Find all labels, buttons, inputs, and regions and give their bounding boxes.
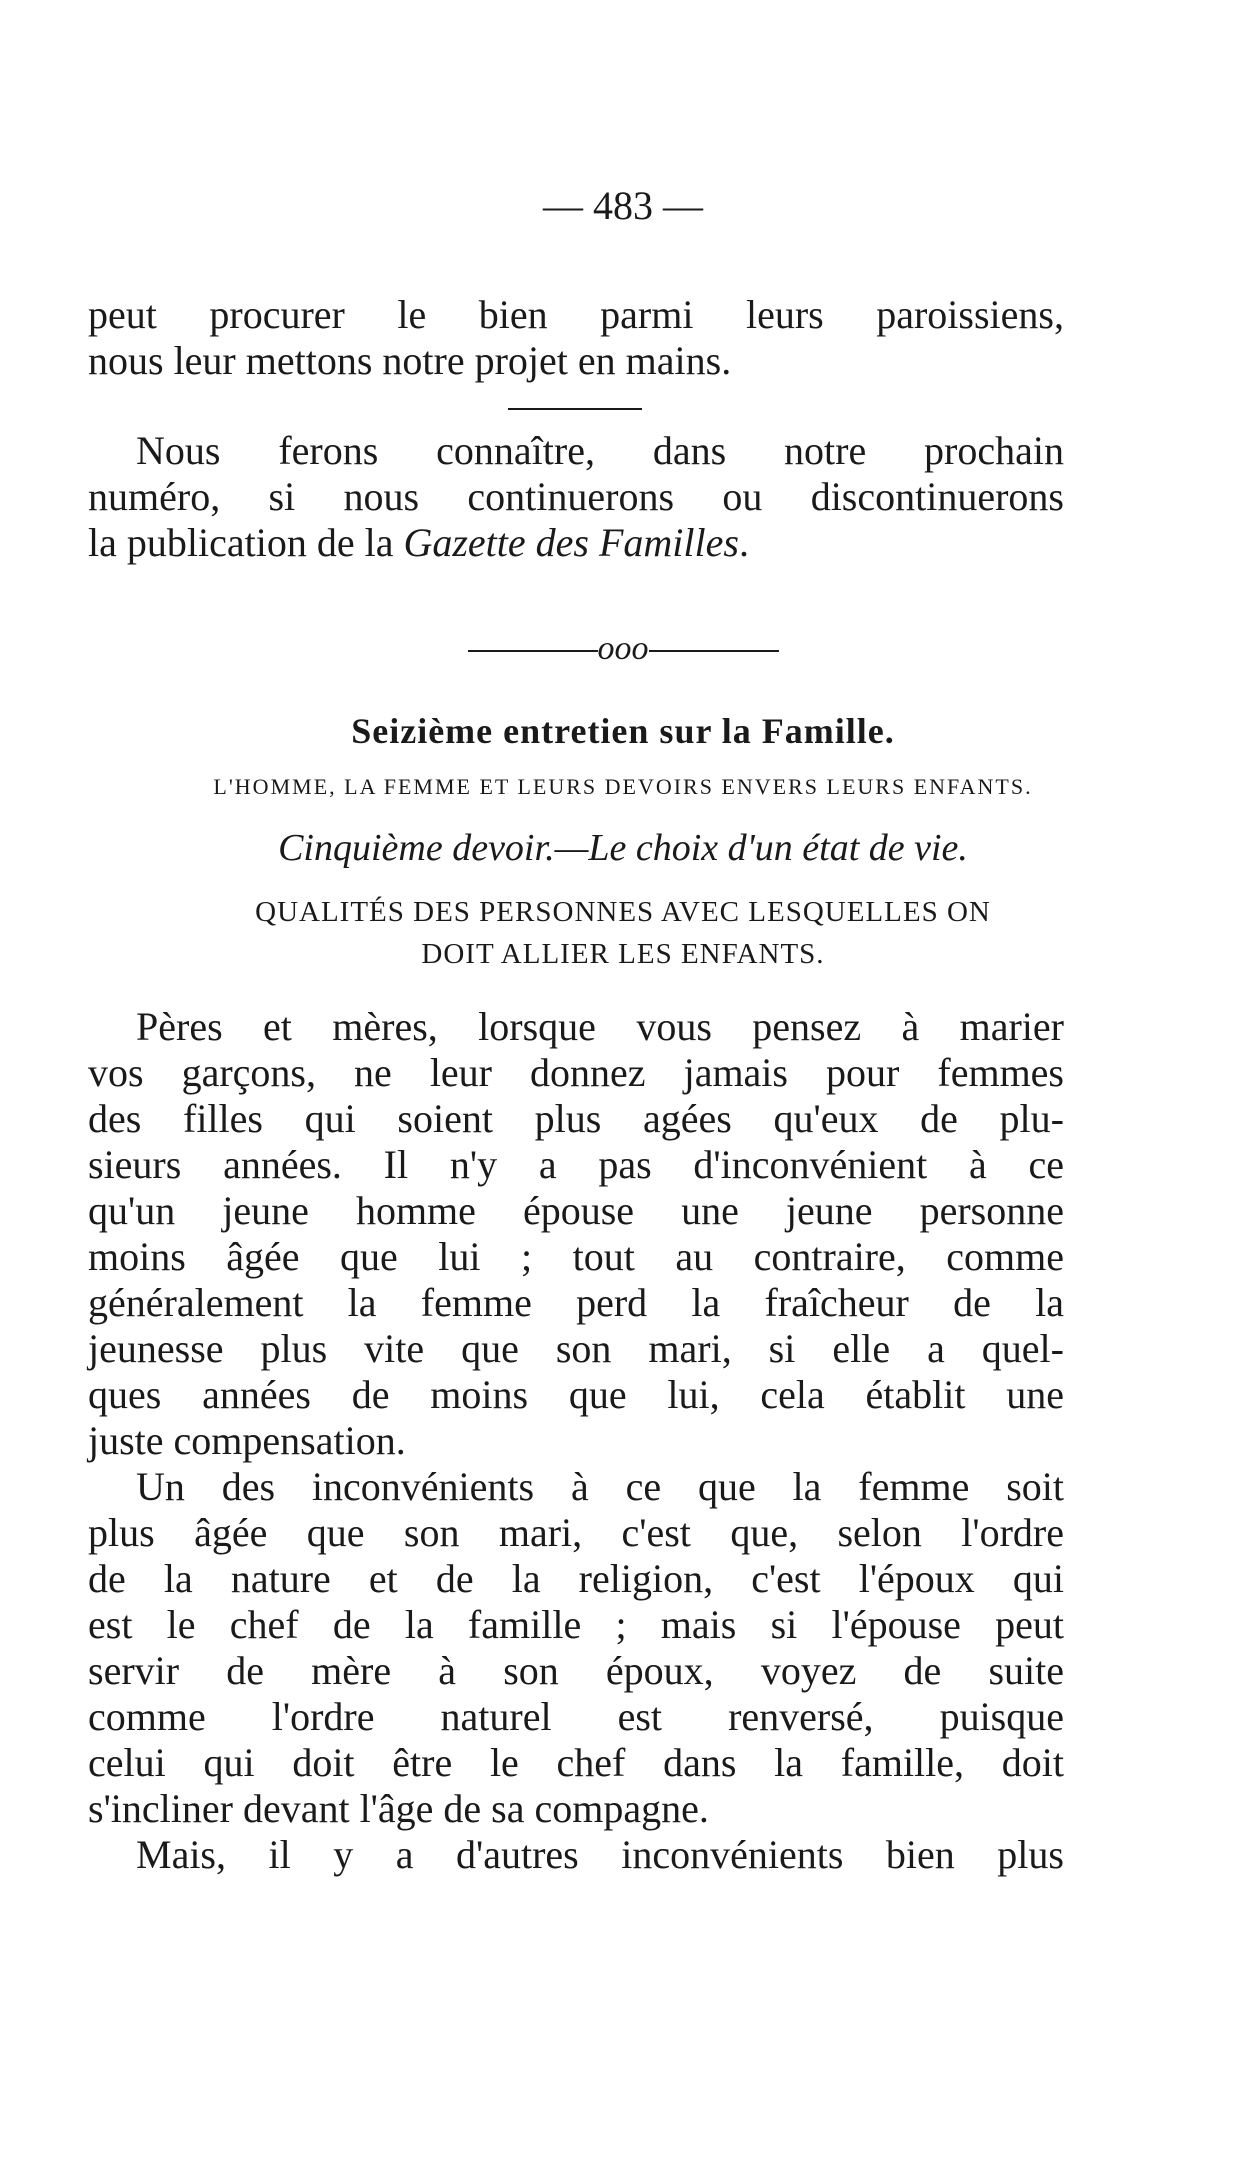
ornament-text: ooo: [597, 630, 649, 667]
notice-paragraph: [88, 428, 1064, 566]
text-line: celui qui doit être le chef dans la famille, doit: [88, 1740, 1064, 1785]
text-line: juste compensation.: [88, 1418, 406, 1463]
text-line: Pères et mères, lorsque vous pensez à marier: [136, 1004, 1064, 1049]
qualites-heading-line1: QUALITÉS DES PERSONNES AVEC LESQUELLES ON: [255, 896, 991, 928]
text-line: servir de mère à son époux, voyez de suite: [88, 1648, 1064, 1693]
text-line: moins âgée que lui ; tout au contraire, comme: [88, 1234, 1064, 1279]
text-fragment: .: [738, 520, 749, 565]
text-line: Mais, il y a d'autres inconvénients bien plus: [136, 1832, 1064, 1877]
text-line: qu'un jeune homme épouse une jeune personne: [88, 1188, 1064, 1233]
text-line: numéro, si nous continuerons ou discontinuerons: [88, 474, 1064, 519]
short-divider: [508, 408, 642, 410]
text-line: [88, 520, 1064, 566]
section-subheading: L'HOMME, LA FEMME ET LEURS DEVOIRS ENVERS LEURS ENFANTS.: [213, 774, 1033, 799]
text-line: comme l'ordre naturel est renversé, puisque: [88, 1694, 1064, 1739]
text-line: de la nature et de la religion, c'est l'époux qui: [88, 1556, 1064, 1601]
ornament-divider: [0, 630, 1246, 668]
gazette-title: Gazette des Familles: [403, 520, 739, 565]
paragraph-1: [88, 1004, 1064, 1464]
devoir-heading: Cinquième devoir.—Le choix d'un état de vie.: [278, 827, 968, 869]
text-line: des filles qui soient plus agées qu'eux de plu-: [88, 1096, 1064, 1141]
text-line: s'incliner devant l'âge de sa compagne.: [88, 1786, 709, 1831]
paragraph-2: [88, 1464, 1064, 1832]
page-number: — 483 —: [543, 183, 703, 228]
text-line: plus âgée que son mari, c'est que, selon l'ordre: [88, 1510, 1064, 1555]
text-line: sieurs années. Il n'y a pas d'inconvénient à ce: [88, 1142, 1064, 1187]
text-line: nous leur mettons notre projet en mains.: [88, 338, 732, 383]
text-line: peut procurer le bien parmi leurs paroissiens,: [88, 292, 1064, 337]
text-line: jeunesse plus vite que son mari, si elle a quel-: [88, 1326, 1064, 1371]
text-line: ques années de moins que lui, cela établit une: [88, 1372, 1064, 1417]
text-fragment: la publication de la: [88, 520, 404, 565]
ornament-rule-right: [649, 650, 779, 652]
qualites-heading-line2: DOIT ALLIER LES ENFANTS.: [421, 938, 825, 970]
text-line: vos garçons, ne leur donnez jamais pour femmes: [88, 1050, 1064, 1095]
section-heading: Seizième entretien sur la Famille.: [351, 711, 895, 751]
text-line: Un des inconvénients à ce que la femme soit: [136, 1464, 1064, 1509]
text-line: Nous ferons connaître, dans notre prochain: [136, 428, 1064, 473]
text-line: est le chef de la famille ; mais si l'épouse peut: [88, 1602, 1064, 1647]
ornament-rule-left: [468, 650, 598, 652]
text-line: généralement la femme perd la fraîcheur de la: [88, 1280, 1064, 1325]
top-paragraph: [88, 292, 1064, 384]
paragraph-3: [88, 1832, 1064, 1878]
